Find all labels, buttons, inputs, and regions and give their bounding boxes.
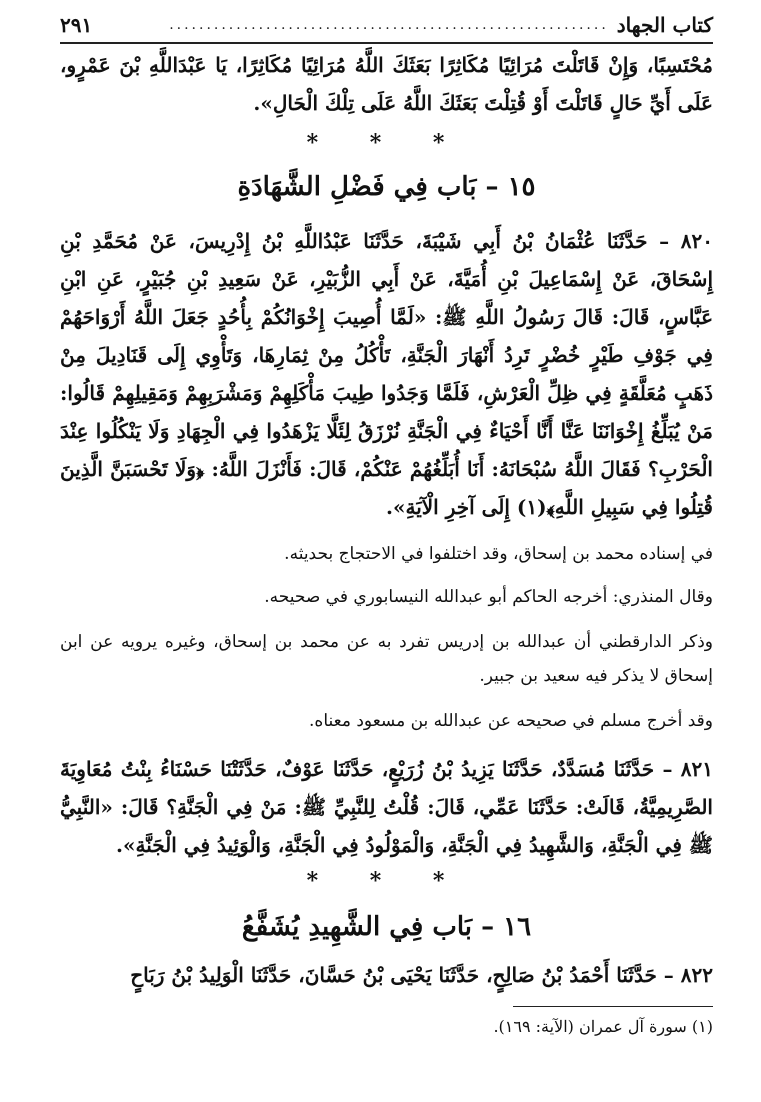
header-rule <box>60 42 713 44</box>
running-header <box>60 10 713 40</box>
leader-dots: ........................................................... <box>169 17 609 33</box>
section-separator: * * * <box>306 130 467 156</box>
chapter-heading-16: ١٦ – بَاب فِي الشَّهِيدِ يُشَفَّعُ <box>241 912 532 942</box>
section-separator: * * * <box>306 868 467 894</box>
continuation-paragraph: مُحْتَسِبًا، وَإِنْ قَاتَلْتَ مُرَائِيًا مُكَاثِرًا بَعَثَكَ اللَّهُ مُرَائِيًا مُكَاثِرًا، يَا عَبْدَاللَّهِ بْنَ عَمْرٍو، عَلَى أَيِّ حَالٍ قَاتَلْتَ أَوْ قُتِلْتَ بَعَثَكَ اللَّهُ عَلَى تِلْكَ الْحَالِ». <box>60 53 713 115</box>
commentary-note: في إسناده محمد بن إسحاق، وقد اختلفوا في الاحتجاج بحديثه. <box>284 544 713 564</box>
hadith-822 <box>60 956 713 994</box>
commentary-note: وذكر الدارقطني أن عبدالله بن إدريس تفرد به عن محمد بن إسحاق، وغيره يرويه عن ابن إسحاق لا يذكر فيه سعيد بن جبير. <box>60 632 713 686</box>
commentary-note: وقد أخرج مسلم في صحيحه عن عبدالله بن مسعود معناه. <box>309 711 713 731</box>
hadith-text: حَدَّثَنَا أَحْمَدُ بْنُ صَالِحٍ، حَدَّثَنَا يَحْيَى بْنُ حَسَّانَ، حَدَّثَنَا الْوَلِيدُ بْنُ رَبَاحٍ <box>130 963 657 987</box>
footnote: (١) سورة آل عمران (الآية: ١٦٩). <box>493 1017 713 1036</box>
hadith-text: حَدَّثَنَا مُسَدَّدٌ، حَدَّثَنَا يَزِيدُ بْنُ زُرَيْعٍ، حَدَّثَنَا عَوْفٌ، حَدَّثَتْنَا حَسْنَاءُ بِنْتُ مُعَاوِيَةَ الصَّرِيمِيَّةُ، قَالَتْ: حَدَّثَنَا عَمِّي، قَالَ: قُلْتُ لِلنَّبِيِّ ﷺ: مَنْ فِي الْجَنَّةِ؟ قَالَ: «النَّبِيُّ ﷺ فِي الْجَنَّةِ، وَالشَّهِيدُ فِي الْجَنَّةِ، وَالْمَوْلُودُ فِي الْجَنَّةِ، وَالْوَئِيدُ فِي الْجَنَّةِ». <box>60 757 713 857</box>
hadith-text: حَدَّثَنَا عُثْمَانُ بْنُ أَبِي شَيْبَةَ، حَدَّثَنَا عَبْدُاللَّهِ بْنُ إِدْرِيسَ، عَنْ مُحَمَّدِ بْنِ إِسْحَاقَ، عَنْ إِسْمَاعِيلَ بْنِ أُمَيَّةَ، عَنْ أَبِي الزُّبَيْرِ، عَنْ سَعِيدِ بْنِ جُبَيْرٍ، عَنِ ابْنِ عَبَّاسٍ، قَالَ: قَالَ رَسُولُ اللَّهِ ﷺ: «لَمَّا أُصِيبَ إِخْوَانُكُمْ بِأُحُدٍ جَعَلَ اللَّهُ أَرْوَاحَهُمْ فِي جَوْفِ طَيْرٍ خُضْرٍ تَرِدُ أَنْهَارَ الْجَنَّةِ، تَأْكُلُ مِنْ ثِمَارِهَا، وَتَأْوِي إِلَى قَنَادِيلَ مِنْ ذَهَبٍ مُعَلَّقَةٍ فِي ظِلِّ الْعَرْشِ، فَلَمَّا وَجَدُوا طِيبَ مَأْكَلِهِمْ وَمَشْرَبِهِمْ وَمَقِيلِهِمْ قَالُوا: مَنْ يُبَلِّغُ إِخْوَانَنَا عَنَّا أَنَّا أَحْيَاءٌ فِي الْجَنَّةِ نُرْزَقُ لِئَلَّا يَزْهَدُوا فِي الْجِهَادِ وَلَا يَنْكُلُوا عِنْدَ الْحَرْبِ؟ فَقَالَ اللَّهُ سُبْحَانَهُ: أَنَا أُبَلِّغُهُمْ عَنْكُمْ، قَالَ: فَأَنْزَلَ اللَّهُ: ﴿وَلَا تَحْسَبَنَّ الَّذِينَ قُتِلُوا فِي سَبِيلِ اللَّهِ﴾(١) إِلَى آخِرِ الْآيَةِ». <box>60 229 713 519</box>
page-number: ٢٩١ <box>60 13 93 37</box>
hadith-number: ٨٢١ – <box>662 757 713 781</box>
book-title: كتاب الجهاد <box>616 13 713 37</box>
hadith-820 <box>60 222 713 526</box>
chapter-heading-15: ١٥ – بَاب فِي فَضْلِ الشَّهَادَةِ <box>237 172 536 202</box>
footnote-rule <box>513 1006 713 1007</box>
hadith-number: ٨٢٢ – <box>663 963 713 987</box>
hadith-number: ٨٢٠ – <box>659 229 713 253</box>
book-page <box>60 0 713 1102</box>
commentary-note: وقال المنذري: أخرجه الحاكم أبو عبدالله النيسابوري في صحيحه. <box>264 587 713 607</box>
hadith-821 <box>60 750 713 864</box>
